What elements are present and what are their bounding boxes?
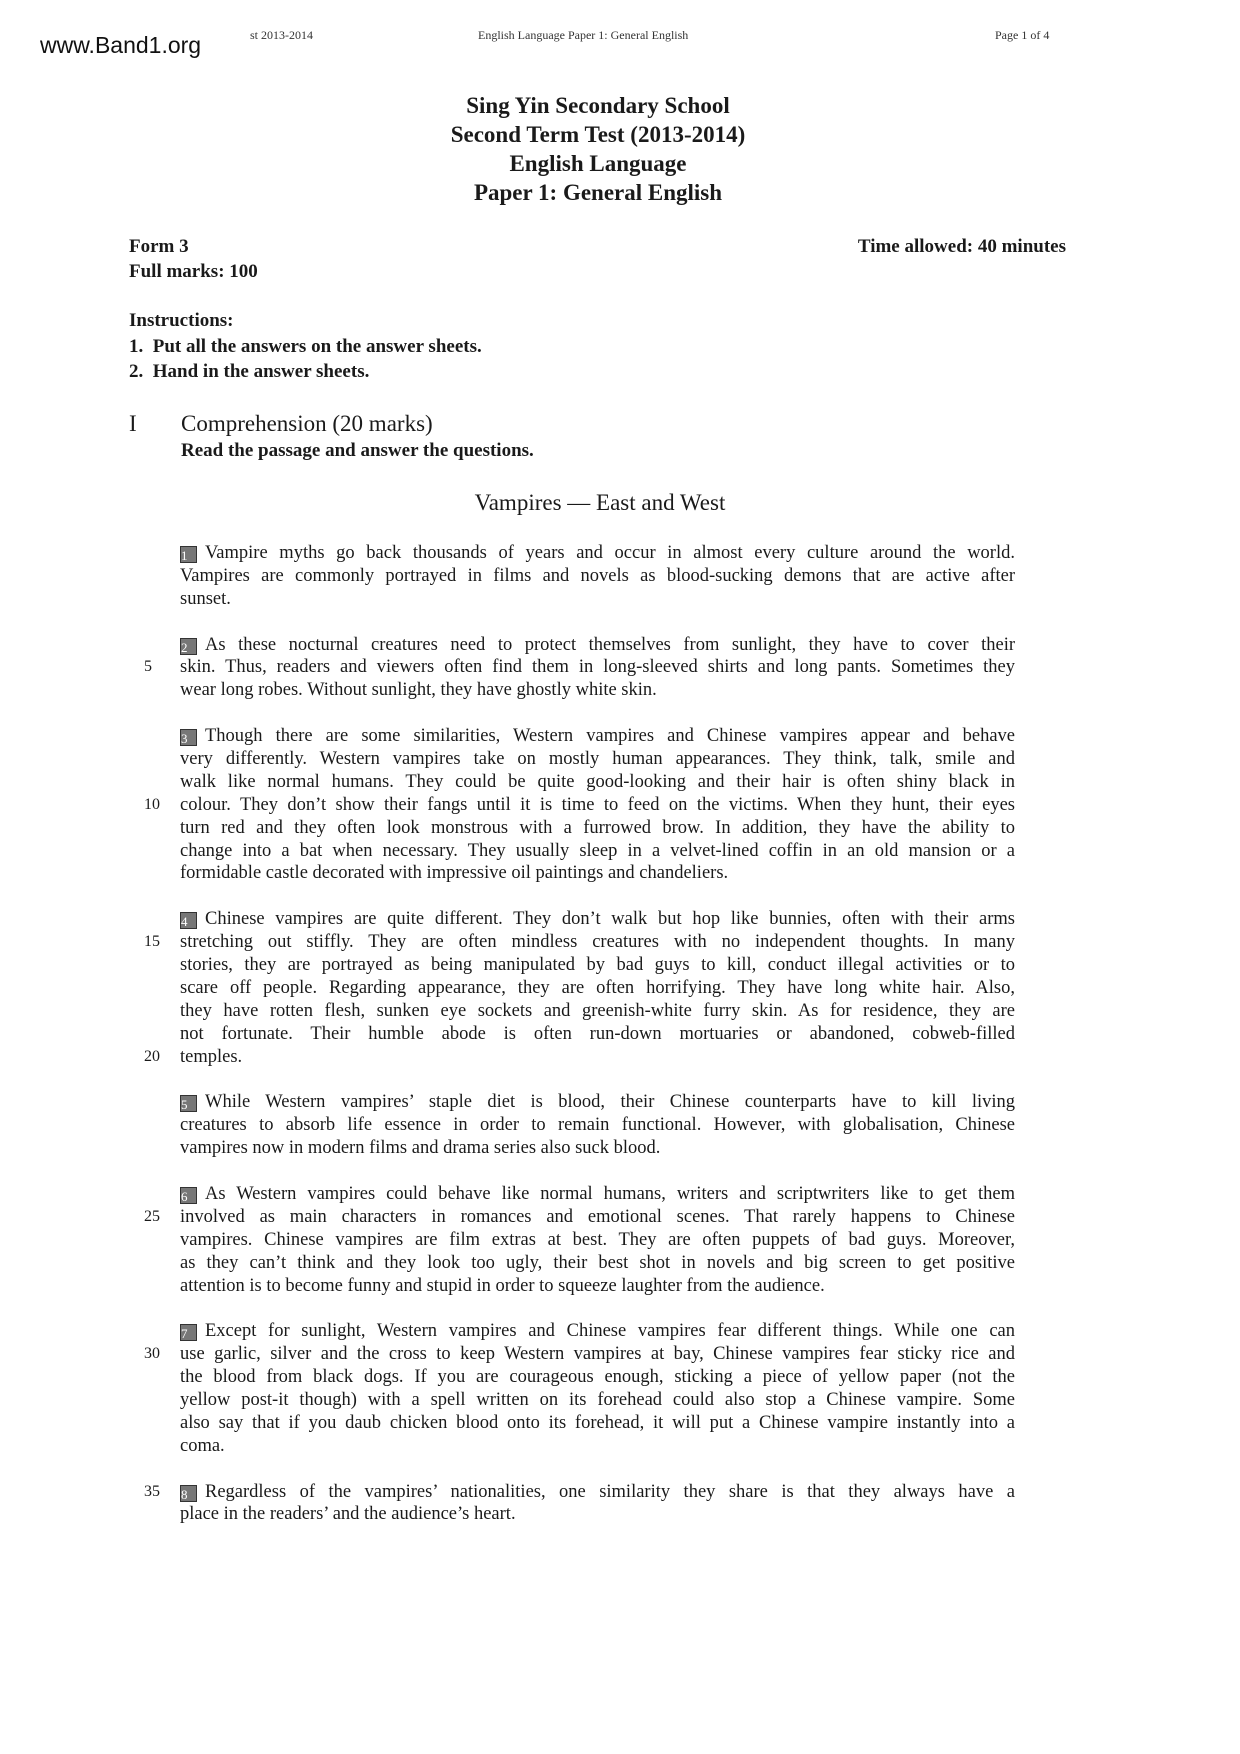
line-text: yellow post-it though) with a spell written on its forehead could also stop a Chinese vampire. Some (180, 1389, 1015, 1410)
paragraph-line (180, 1389, 1015, 1412)
paragraph-line (180, 542, 1015, 565)
paragraph-number-badge: 1 (180, 546, 197, 563)
instructions-heading: Instructions: (129, 310, 234, 331)
paragraph-line (180, 862, 1015, 885)
paragraph-line (180, 679, 1015, 702)
time-allowed: Time allowed: 40 minutes (857, 236, 1066, 257)
paragraph (144, 1481, 1015, 1527)
line-number: 20 (144, 1047, 160, 1065)
paragraph-line (144, 931, 1015, 954)
line-text: wear long robes. Without sunlight, they have ghostly white skin. (180, 680, 657, 701)
line-number: 25 (144, 1207, 160, 1225)
paragraph-line (144, 1206, 1015, 1229)
line-number: 10 (144, 795, 160, 813)
line-text: temples. (180, 1046, 243, 1067)
paragraph-number-badge: 2 (180, 638, 197, 655)
paragraph-line (180, 1091, 1015, 1114)
paragraph (180, 542, 1015, 611)
header-page-number: Page 1 of 4 (995, 28, 1050, 42)
paragraph-number-badge: 5 (180, 1095, 197, 1112)
line-text: Though there are some similarities, Western vampires and Chinese vampires appear and behave (205, 726, 1015, 747)
paragraph-line (180, 1229, 1015, 1252)
header-center: English Language Paper 1: General English (478, 28, 689, 42)
paragraph-number-badge: 4 (180, 912, 197, 929)
paragraph (144, 908, 1015, 1068)
line-number: 5 (144, 658, 152, 676)
paragraph-number-badge: 6 (180, 1187, 197, 1204)
line-text: Vampire myths go back thousands of years and occur in almost every culture around the world. (205, 543, 1015, 563)
paragraph-line (180, 1503, 1015, 1526)
line-text: Chinese vampires are quite different. They don’t walk but hop like bunnies, often with their arms (205, 909, 1015, 930)
line-text: turn red and they often look monstrous with a furrowed brow. In addition, they have the ability to (180, 817, 1015, 838)
paragraph-line (144, 1481, 1015, 1504)
line-text: as they can’t think and they look too ugly, their best shot in novels and big screen to get positive (180, 1252, 1015, 1273)
paragraph-line (180, 1275, 1015, 1298)
paragraph-line (180, 1366, 1015, 1389)
line-text: also say that if you daub chicken blood onto its forehead, it will put a Chinese vampire instantly into a (180, 1412, 1015, 1433)
line-text: colour. They don’t show their fangs until it is time to feed on the victims. When they hunt, their eyes (180, 794, 1015, 815)
line-number: 15 (144, 933, 160, 951)
line-text: sunset. (180, 588, 231, 609)
line-text: very differently. Western vampires take on mostly human appearances. They think, talk, smile and (180, 749, 1015, 770)
header-left: st 2013-2014 (250, 28, 313, 42)
line-text: vampires now in modern films and drama series also suck blood. (180, 1138, 661, 1159)
paragraph-line (180, 748, 1015, 771)
line-text: As Western vampires could behave like normal humans, writers and scriptwriters like to get them (205, 1183, 1015, 1204)
paragraph-line (144, 794, 1015, 817)
paragraph-line (180, 977, 1015, 1000)
line-number: 35 (144, 1482, 160, 1500)
section-instruction: Read the passage and answer the questions. (181, 440, 534, 461)
subject: English Language (509, 151, 687, 176)
line-text: formidable castle decorated with impressive oil paintings and chandeliers. (180, 863, 729, 884)
paragraph-line (144, 1046, 1015, 1069)
line-text: involved as main characters in romances and emotional scenes. That rarely happens to Chinese (180, 1206, 1015, 1227)
paragraph-line (180, 1412, 1015, 1435)
full-marks: Full marks: 100 (129, 261, 258, 282)
line-text: use garlic, silver and the cross to keep Western vampires at bay, Chinese vampires fear sticky rice and (180, 1344, 1015, 1365)
line-text: attention is to become funny and stupid in order to squeeze laughter from the audience. (180, 1275, 825, 1296)
line-text: As these nocturnal creatures need to protect themselves from sunlight, they have to cover their (205, 634, 1015, 655)
paper-name: Paper 1: General English (473, 180, 723, 205)
form: Form 3 (129, 236, 189, 257)
paragraph-line (180, 908, 1015, 931)
paragraph-line (180, 565, 1015, 588)
line-text: Regardless of the vampires’ nationalities, one similarity they share is that they always have a (205, 1481, 1015, 1502)
paragraph-line (180, 1023, 1015, 1046)
line-text: creatures to absorb life essence in order to remain functional. However, with globalisation, Chinese (180, 1115, 1015, 1136)
line-text: stories, they are portrayed as being manipulated by bad guys to kill, conduct illegal activities or to (180, 955, 1015, 976)
instruction-item: 1. Put all the answers on the answer sheets. (129, 336, 482, 357)
passage (144, 542, 1015, 1549)
paragraph (144, 1183, 1015, 1297)
school-name: Sing Yin Secondary School (466, 93, 730, 118)
paragraph-line (180, 1320, 1015, 1343)
watermark: www.Band1.org (40, 32, 202, 58)
section-numeral: I (129, 411, 137, 436)
line-text: While Western vampires’ staple diet is blood, their Chinese counterparts have to kill living (205, 1092, 1015, 1113)
line-text: change into a bat when necessary. They usually sleep in a velvet-lined coffin in an old mansion or a (180, 840, 1015, 861)
line-text: Except for sunlight, Western vampires and Chinese vampires fear different things. While one can (205, 1321, 1015, 1342)
paragraph-line (180, 840, 1015, 863)
line-text: they have rotten flesh, sunken eye sockets and greenish-white furry skin. As for residence, they are (180, 1000, 1015, 1021)
paragraph-line (180, 771, 1015, 794)
line-text: not fortunate. Their humble abode is often run-down mortuaries or abandoned, cobweb-filled (180, 1023, 1015, 1044)
paragraph (144, 1320, 1015, 1457)
section-title: Comprehension (20 marks) (181, 411, 433, 436)
paragraph-line (144, 656, 1015, 679)
paragraph-number-badge: 8 (180, 1485, 197, 1502)
paragraph-line (180, 954, 1015, 977)
line-text: vampires. Chinese vampires are film extras at best. They are often puppets of bad guys. Moreover, (180, 1229, 1015, 1250)
line-text: place in the readers’ and the audience’s heart. (180, 1504, 516, 1525)
paragraph-line (180, 634, 1015, 657)
test-name: Second Term Test (2013-2014) (450, 122, 746, 147)
paragraph-line (180, 588, 1015, 611)
line-text: stretching out stiffly. They are often mindless creatures with no independent thoughts. In many (180, 932, 1015, 953)
paragraph (180, 1091, 1015, 1160)
line-number: 30 (144, 1345, 160, 1363)
paragraph (144, 725, 1015, 885)
paragraph-line (180, 1137, 1015, 1160)
line-text: walk like normal humans. They could be quite good-looking and their hair is often shiny black in (180, 771, 1015, 792)
line-text: scare off people. Regarding appearance, they are often horrifying. They have long white hair. Also, (180, 977, 1015, 998)
line-text: the blood from black dogs. If you are courageous enough, sticking a piece of yellow paper (not the (180, 1367, 1015, 1388)
paragraph-line (180, 1000, 1015, 1023)
line-text: coma. (180, 1435, 225, 1456)
paragraph-number-badge: 7 (180, 1324, 197, 1341)
paragraph-number-badge: 3 (180, 729, 197, 746)
line-text: Vampires are commonly portrayed in films and novels as blood-sucking demons that are active after (180, 565, 1015, 586)
paragraph-line (144, 1343, 1015, 1366)
instruction-item: 2. Hand in the answer sheets. (129, 361, 370, 382)
paragraph-line (180, 1114, 1015, 1137)
paragraph-line (180, 1183, 1015, 1206)
paragraph-line (180, 725, 1015, 748)
paragraph-line (180, 817, 1015, 840)
paragraph-line (180, 1252, 1015, 1275)
paragraph (144, 634, 1015, 703)
paragraph-line (180, 1435, 1015, 1458)
line-text: skin. Thus, readers and viewers often find them in long-sleeved shirts and long pants. Sometimes they (180, 657, 1015, 678)
passage-title: Vampires — East and West (474, 490, 726, 515)
